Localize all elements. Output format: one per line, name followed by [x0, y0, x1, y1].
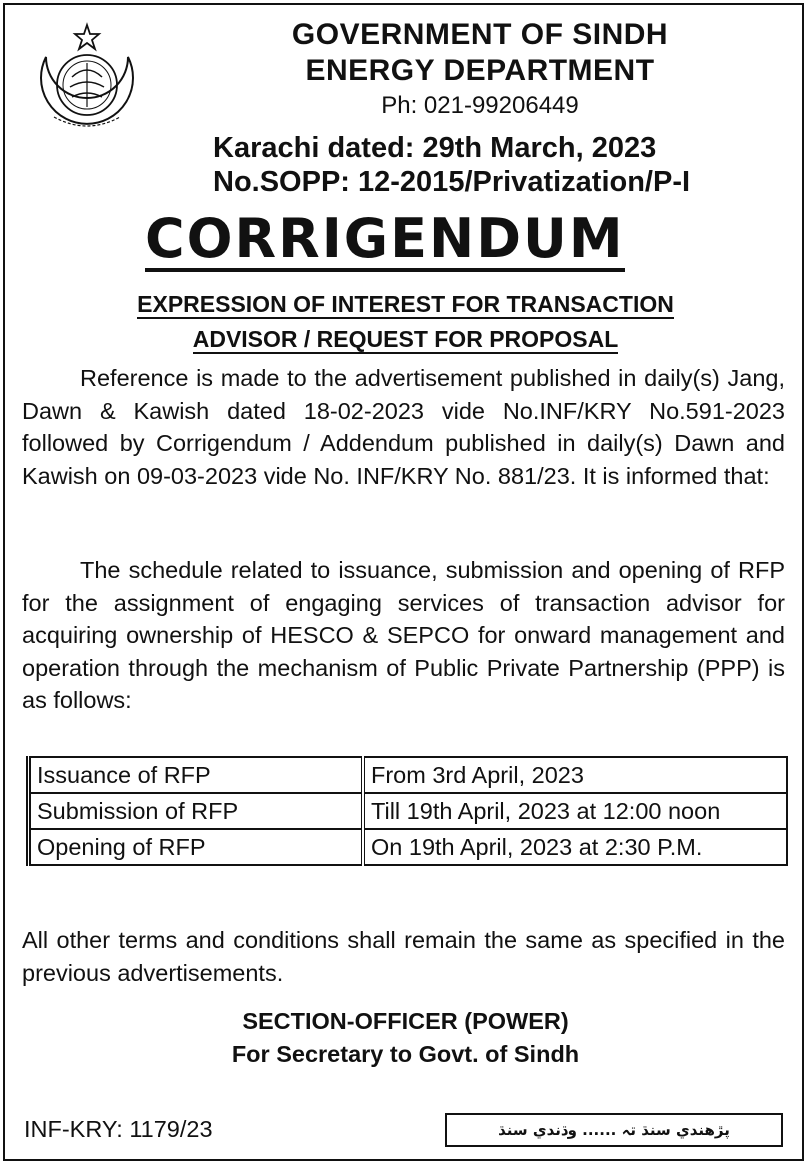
schedule-date: Till 19th April, 2023 at 12:00 noon	[363, 793, 787, 829]
schedule-date: On 19th April, 2023 at 2:30 P.M.	[363, 829, 787, 865]
table-row	[29, 757, 788, 793]
sindh-government-seal-icon	[26, 17, 148, 139]
header-dated: Karachi dated: 29th March, 2023	[213, 132, 657, 164]
sindhi-slogan-box: پڙهندي سنڌ تہ ...... وڌندي سنڌ	[445, 1113, 783, 1147]
subject-line-2: ADVISOR / REQUEST FOR PROPOSAL	[192, 326, 619, 352]
header-reference-no: No.SOPP: 12-2015/Privatization/P-I	[213, 166, 691, 198]
body-paragraph-2: The schedule related to issuance, submission and opening of RFP for the assignment of engaging services of transaction advisor for acquiring ownership of HESCO & SEPCO for onward management and operation through the mechanism of Public Private Partnership (PPP) is as follows:	[22, 557, 785, 713]
schedule-event: Submission of RFP	[29, 793, 364, 829]
signature-designation: SECTION-OFFICER (POWER)	[242, 1008, 569, 1034]
table-row	[29, 793, 788, 829]
header-government: GOVERNMENT OF SINDH	[291, 18, 669, 51]
body-paragraph-3: All other terms and conditions shall remain the same as specified in the previous advertisements.	[22, 927, 785, 986]
table-row	[29, 829, 788, 865]
header-department: ENERGY DEPARTMENT	[305, 54, 655, 87]
page-title: CORRIGENDUM	[145, 207, 625, 270]
subject-line-1: EXPRESSION OF INTEREST FOR TRANSACTION	[137, 291, 674, 317]
header-phone: Ph: 021-99206449	[381, 92, 579, 119]
inf-kry-number: INF-KRY: 1179/23	[24, 1116, 213, 1142]
schedule-event: Issuance of RFP	[29, 757, 364, 793]
schedule-table	[26, 756, 788, 866]
schedule-event: Opening of RFP	[29, 829, 364, 865]
body-paragraph-1: Reference is made to the advertisement published in daily(s) Jang, Dawn & Kawish dated 18-02-2023 vide No.INF/KRY No.591-2023 followed by Corrigendum / Addendum published in daily(s) Dawn and Kawish on 09-03-2023 vide No. INF/KRY No. 881/23. It is informed that:	[22, 365, 785, 489]
schedule-date: From 3rd April, 2023	[363, 757, 787, 793]
signature-on-behalf: For Secretary to Govt. of Sindh	[231, 1041, 580, 1067]
